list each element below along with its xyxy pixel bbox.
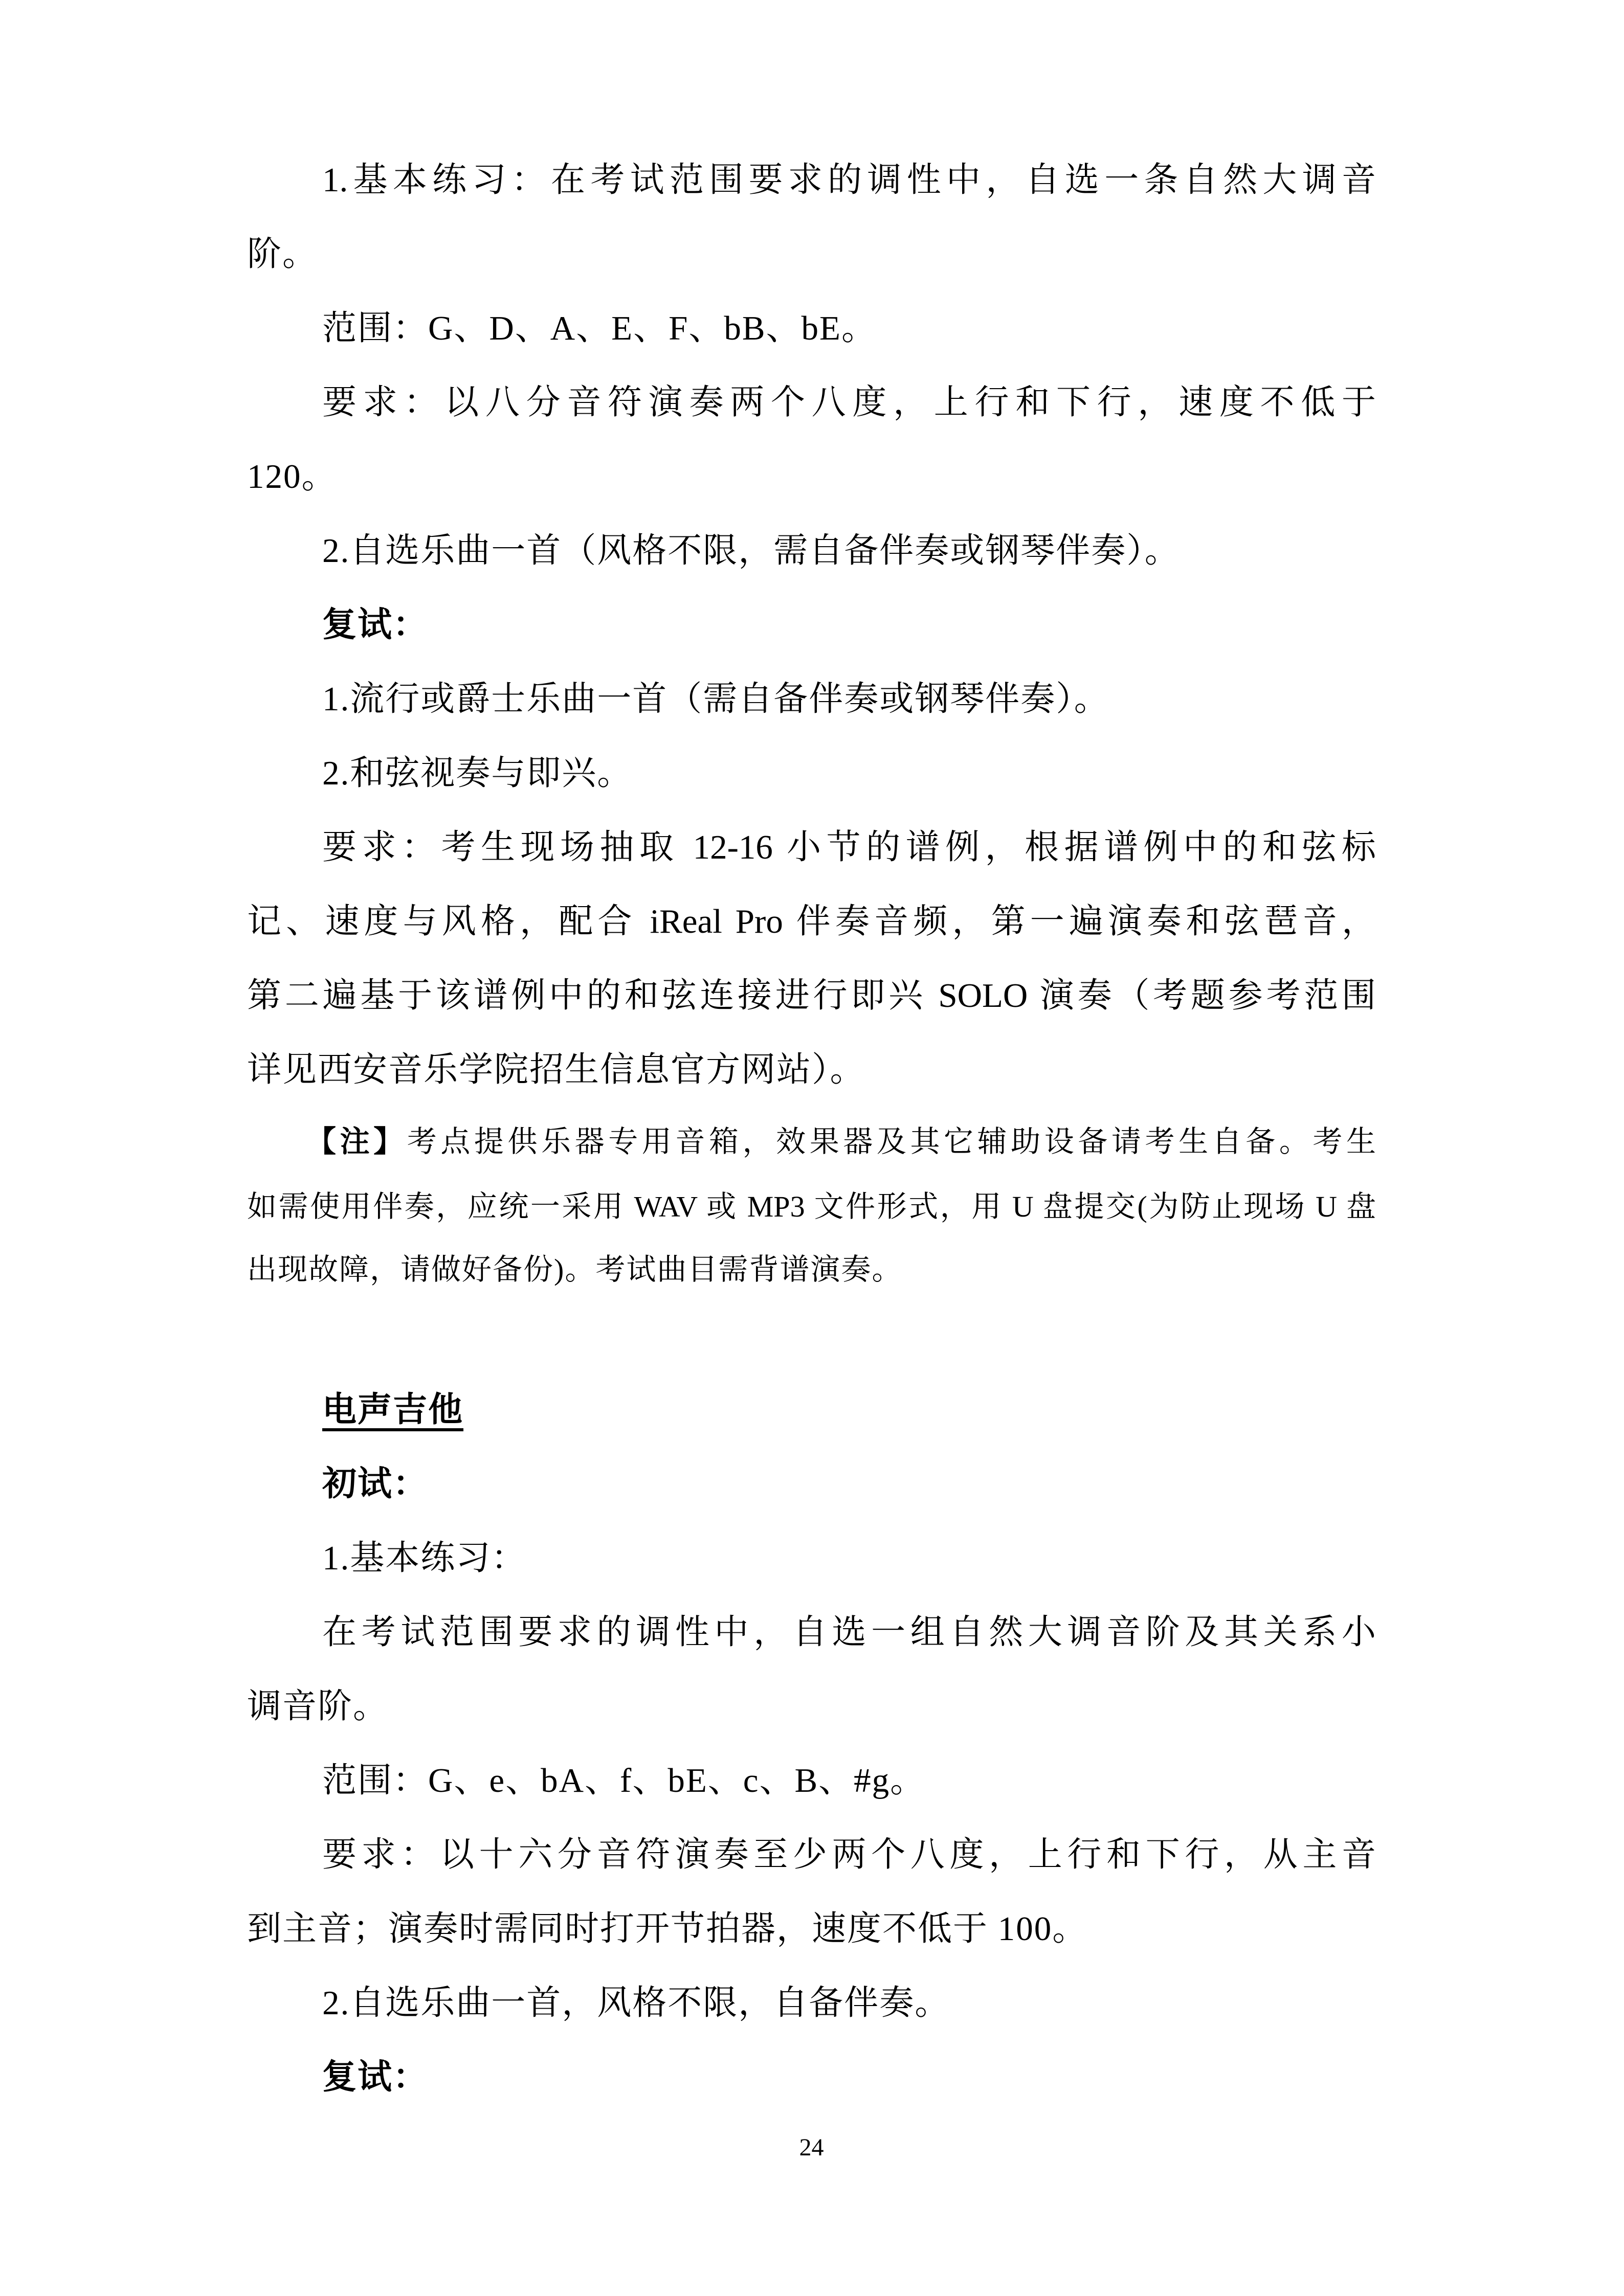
guitar-retest-heading: 复试： [322, 2058, 428, 2096]
guitar-line-scale-choose: 在考试范围要求的调性中，自选一组自然大调音阶及其关系小 [322, 1613, 1376, 1651]
page-number: 24 [799, 2134, 824, 2161]
guitar-line-requirement: 要求：以十六分音符演奏至少两个八度，上行和下行，从主音 [322, 1836, 1376, 1874]
body-line-key-range: 范围：G、D、A、E、F、bB、bE。 [322, 309, 877, 347]
guitar-line-free-piece: 2.自选乐曲一首，风格不限，自备伴奏。 [322, 1984, 950, 2022]
note-line-1 [306, 1110, 1376, 1174]
retest-line-requirement-1: 要求：考生现场抽取 12-16 小节的谱例，根据谱例中的和弦标 [322, 828, 1376, 866]
retest-line-chord-sight: 2.和弦视奏与即兴。 [322, 754, 633, 792]
first-round-heading: 初试： [322, 1465, 428, 1503]
note-line-2: 如需使用伴奏，应统一采用 WAV 或 MP3 文件形式，用 U 盘提交(为防止现场 U 盘 [247, 1190, 1376, 1223]
body-line-tempo-wrap: 120。 [247, 458, 337, 496]
guitar-line-key-range: 范围：G、e、bA、f、bE、c、B、#g。 [322, 1762, 926, 1799]
section-heading-electric-guitar [322, 1373, 1376, 1447]
note-line-1-text: 考点提供乐器专用音箱，效果器及其它辅助设备请考生自备。考生 [407, 1125, 1376, 1158]
retest-line-requirement-3: 第二遍基于该谱例中的和弦连接进行即兴 SOLO 演奏（考题参考范围 [247, 977, 1376, 1015]
guitar-line-metronome-wrap: 到主音；演奏时需同时打开节拍器，速度不低于 100。 [247, 1910, 1088, 1948]
body-line-requirement: 要求：以八分音符演奏两个八度，上行和下行，速度不低于 [322, 384, 1376, 421]
retest-heading: 复试： [322, 606, 428, 644]
body-line-scale-wrap: 阶。 [247, 235, 318, 273]
guitar-line-basic-practice: 1.基本练习： [322, 1539, 527, 1577]
note-line-3: 出现故障，请做好备份)。考试曲目需背谱演奏。 [247, 1253, 903, 1286]
retest-line-pop-jazz: 1.流行或爵士乐曲一首（需自备伴奏或钢琴伴奏）。 [322, 680, 1109, 718]
retest-line-requirement-2: 记、速度与风格，配合 iReal Pro 伴奏音频，第一遍演奏和弦琶音， [247, 903, 1376, 940]
electric-guitar-heading-text: 电声吉他 [322, 1391, 463, 1429]
note-prefix-label: 【注】 [306, 1125, 407, 1158]
retest-line-website: 详见西安音乐学院招生信息官方网站）。 [247, 1051, 865, 1089]
body-line-basic-practice: 1.基本练习：在考试范围要求的调性中，自选一条自然大调音 [322, 161, 1376, 199]
body-line-free-piece: 2.自选乐曲一首（风格不限，需自备伴奏或钢琴伴奏）。 [322, 532, 1180, 570]
guitar-line-scale-wrap: 调音阶。 [247, 1687, 388, 1725]
